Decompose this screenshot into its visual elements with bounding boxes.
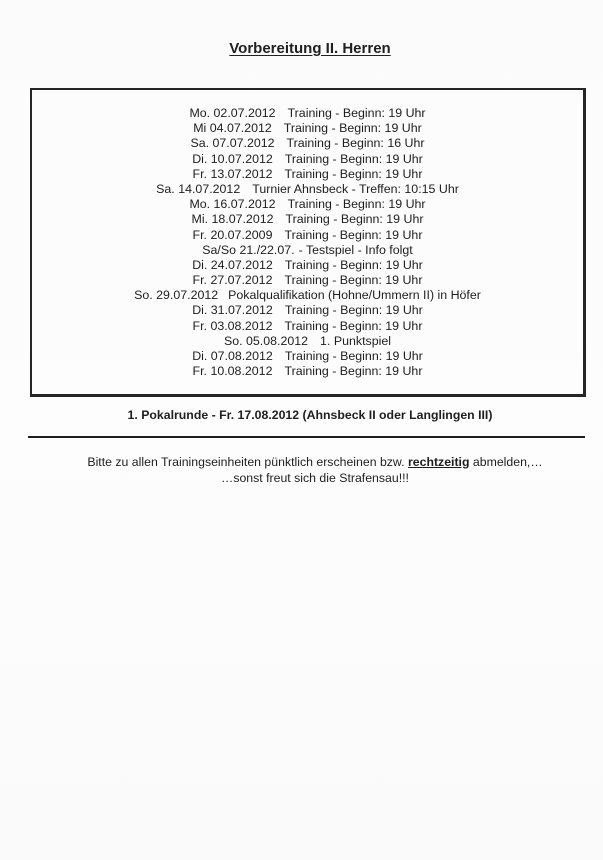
- schedule-event: Training - Beginn: 19 Uhr: [284, 166, 423, 181]
- schedule-row: [32, 136, 583, 151]
- schedule-row: [32, 228, 583, 243]
- schedule-event: - Testspiel - Info folgt: [298, 242, 413, 257]
- schedule-date: Fr. 20.07.2009: [192, 227, 273, 242]
- page-title: Vorbereitung II. Herren: [229, 40, 391, 57]
- schedule-row: [32, 319, 583, 334]
- schedule-list: [32, 106, 583, 379]
- schedule-date: Di. 10.07.2012: [192, 151, 273, 166]
- schedule-event: Training - Beginn: 16 Uhr: [286, 136, 425, 151]
- notice-line-2: …sonst freut sich die Strafensau!!!: [221, 470, 409, 485]
- schedule-row: [32, 243, 583, 258]
- schedule-row: [32, 288, 583, 303]
- notice-text: [0, 455, 603, 486]
- schedule-row: [32, 197, 583, 212]
- schedule-event: Pokalqualifikation (Hohne/Ummern II) in Höfer: [228, 288, 481, 303]
- schedule-row: [32, 303, 583, 318]
- schedule-date: Fr. 10.08.2012: [192, 364, 273, 379]
- schedule-date: Sa. 14.07.2012: [156, 181, 241, 196]
- schedule-date: Mi. 18.07.2012: [191, 212, 274, 227]
- schedule-event: Training - Beginn: 19 Uhr: [284, 273, 423, 288]
- schedule-row: [32, 334, 583, 349]
- schedule-event: Training - Beginn: 19 Uhr: [284, 318, 423, 333]
- schedule-event: Training - Beginn: 19 Uhr: [284, 257, 423, 272]
- schedule-date: Sa/So 21./22.07.: [202, 242, 295, 257]
- schedule-row: [32, 152, 583, 167]
- schedule-row: [32, 349, 583, 364]
- schedule-event: Training - Beginn: 19 Uhr: [283, 121, 422, 136]
- schedule-date: Di. 31.07.2012: [192, 303, 273, 318]
- schedule-event: Training - Beginn: 19 Uhr: [284, 364, 423, 379]
- schedule-date: Sa. 07.07.2012: [190, 136, 275, 151]
- schedule-date: Fr. 03.08.2012: [192, 318, 273, 333]
- schedule-row: [32, 258, 583, 273]
- schedule-event: Training - Beginn: 19 Uhr: [284, 151, 423, 166]
- schedule-event: Training - Beginn: 19 Uhr: [287, 197, 426, 212]
- notice-text-before: Bitte zu allen Trainingseinheiten pünktlich erscheinen bzw.: [87, 455, 408, 469]
- schedule-row: [32, 121, 583, 136]
- cup-round-heading: 1. Pokalrunde - Fr. 17.08.2012 (Ahnsbeck II oder Langlingen III): [127, 408, 493, 422]
- schedule-date: Mi 04.07.2012: [193, 121, 272, 136]
- schedule-row: [32, 167, 583, 182]
- schedule-event: Training - Beginn: 19 Uhr: [285, 212, 424, 227]
- schedule-row: [32, 212, 583, 227]
- schedule-date: Mo. 16.07.2012: [189, 197, 276, 212]
- schedule-row: [32, 106, 583, 121]
- schedule-box: [30, 88, 586, 397]
- schedule-date: Di. 24.07.2012: [192, 257, 273, 272]
- schedule-event: Turnier Ahnsbeck - Treffen: 10:15 Uhr: [252, 181, 459, 196]
- schedule-date: Fr. 13.07.2012: [192, 166, 273, 181]
- schedule-date: Fr. 27.07.2012: [192, 273, 273, 288]
- notice-emphasis: rechtzeitig: [407, 455, 470, 469]
- schedule-date: Mo. 02.07.2012: [189, 106, 276, 120]
- schedule-event: Training - Beginn: 19 Uhr: [284, 349, 423, 363]
- schedule-event: Training - Beginn: 19 Uhr: [287, 106, 426, 120]
- schedule-event: 1. Punktspiel: [320, 333, 391, 348]
- separator-line: [28, 436, 585, 438]
- schedule-date: So. 29.07.2012: [134, 288, 219, 303]
- schedule-event: Training - Beginn: 19 Uhr: [284, 303, 423, 318]
- notice-line-1: [0, 455, 603, 471]
- schedule-row: [32, 182, 583, 197]
- notice-text-after: abmelden,…: [469, 455, 543, 469]
- schedule-date: So. 05.08.2012: [223, 333, 309, 348]
- schedule-row: [32, 364, 583, 379]
- schedule-row: [32, 273, 583, 288]
- schedule-date: Di. 07.08.2012: [192, 349, 273, 363]
- schedule-event: Training - Beginn: 19 Uhr: [284, 227, 423, 242]
